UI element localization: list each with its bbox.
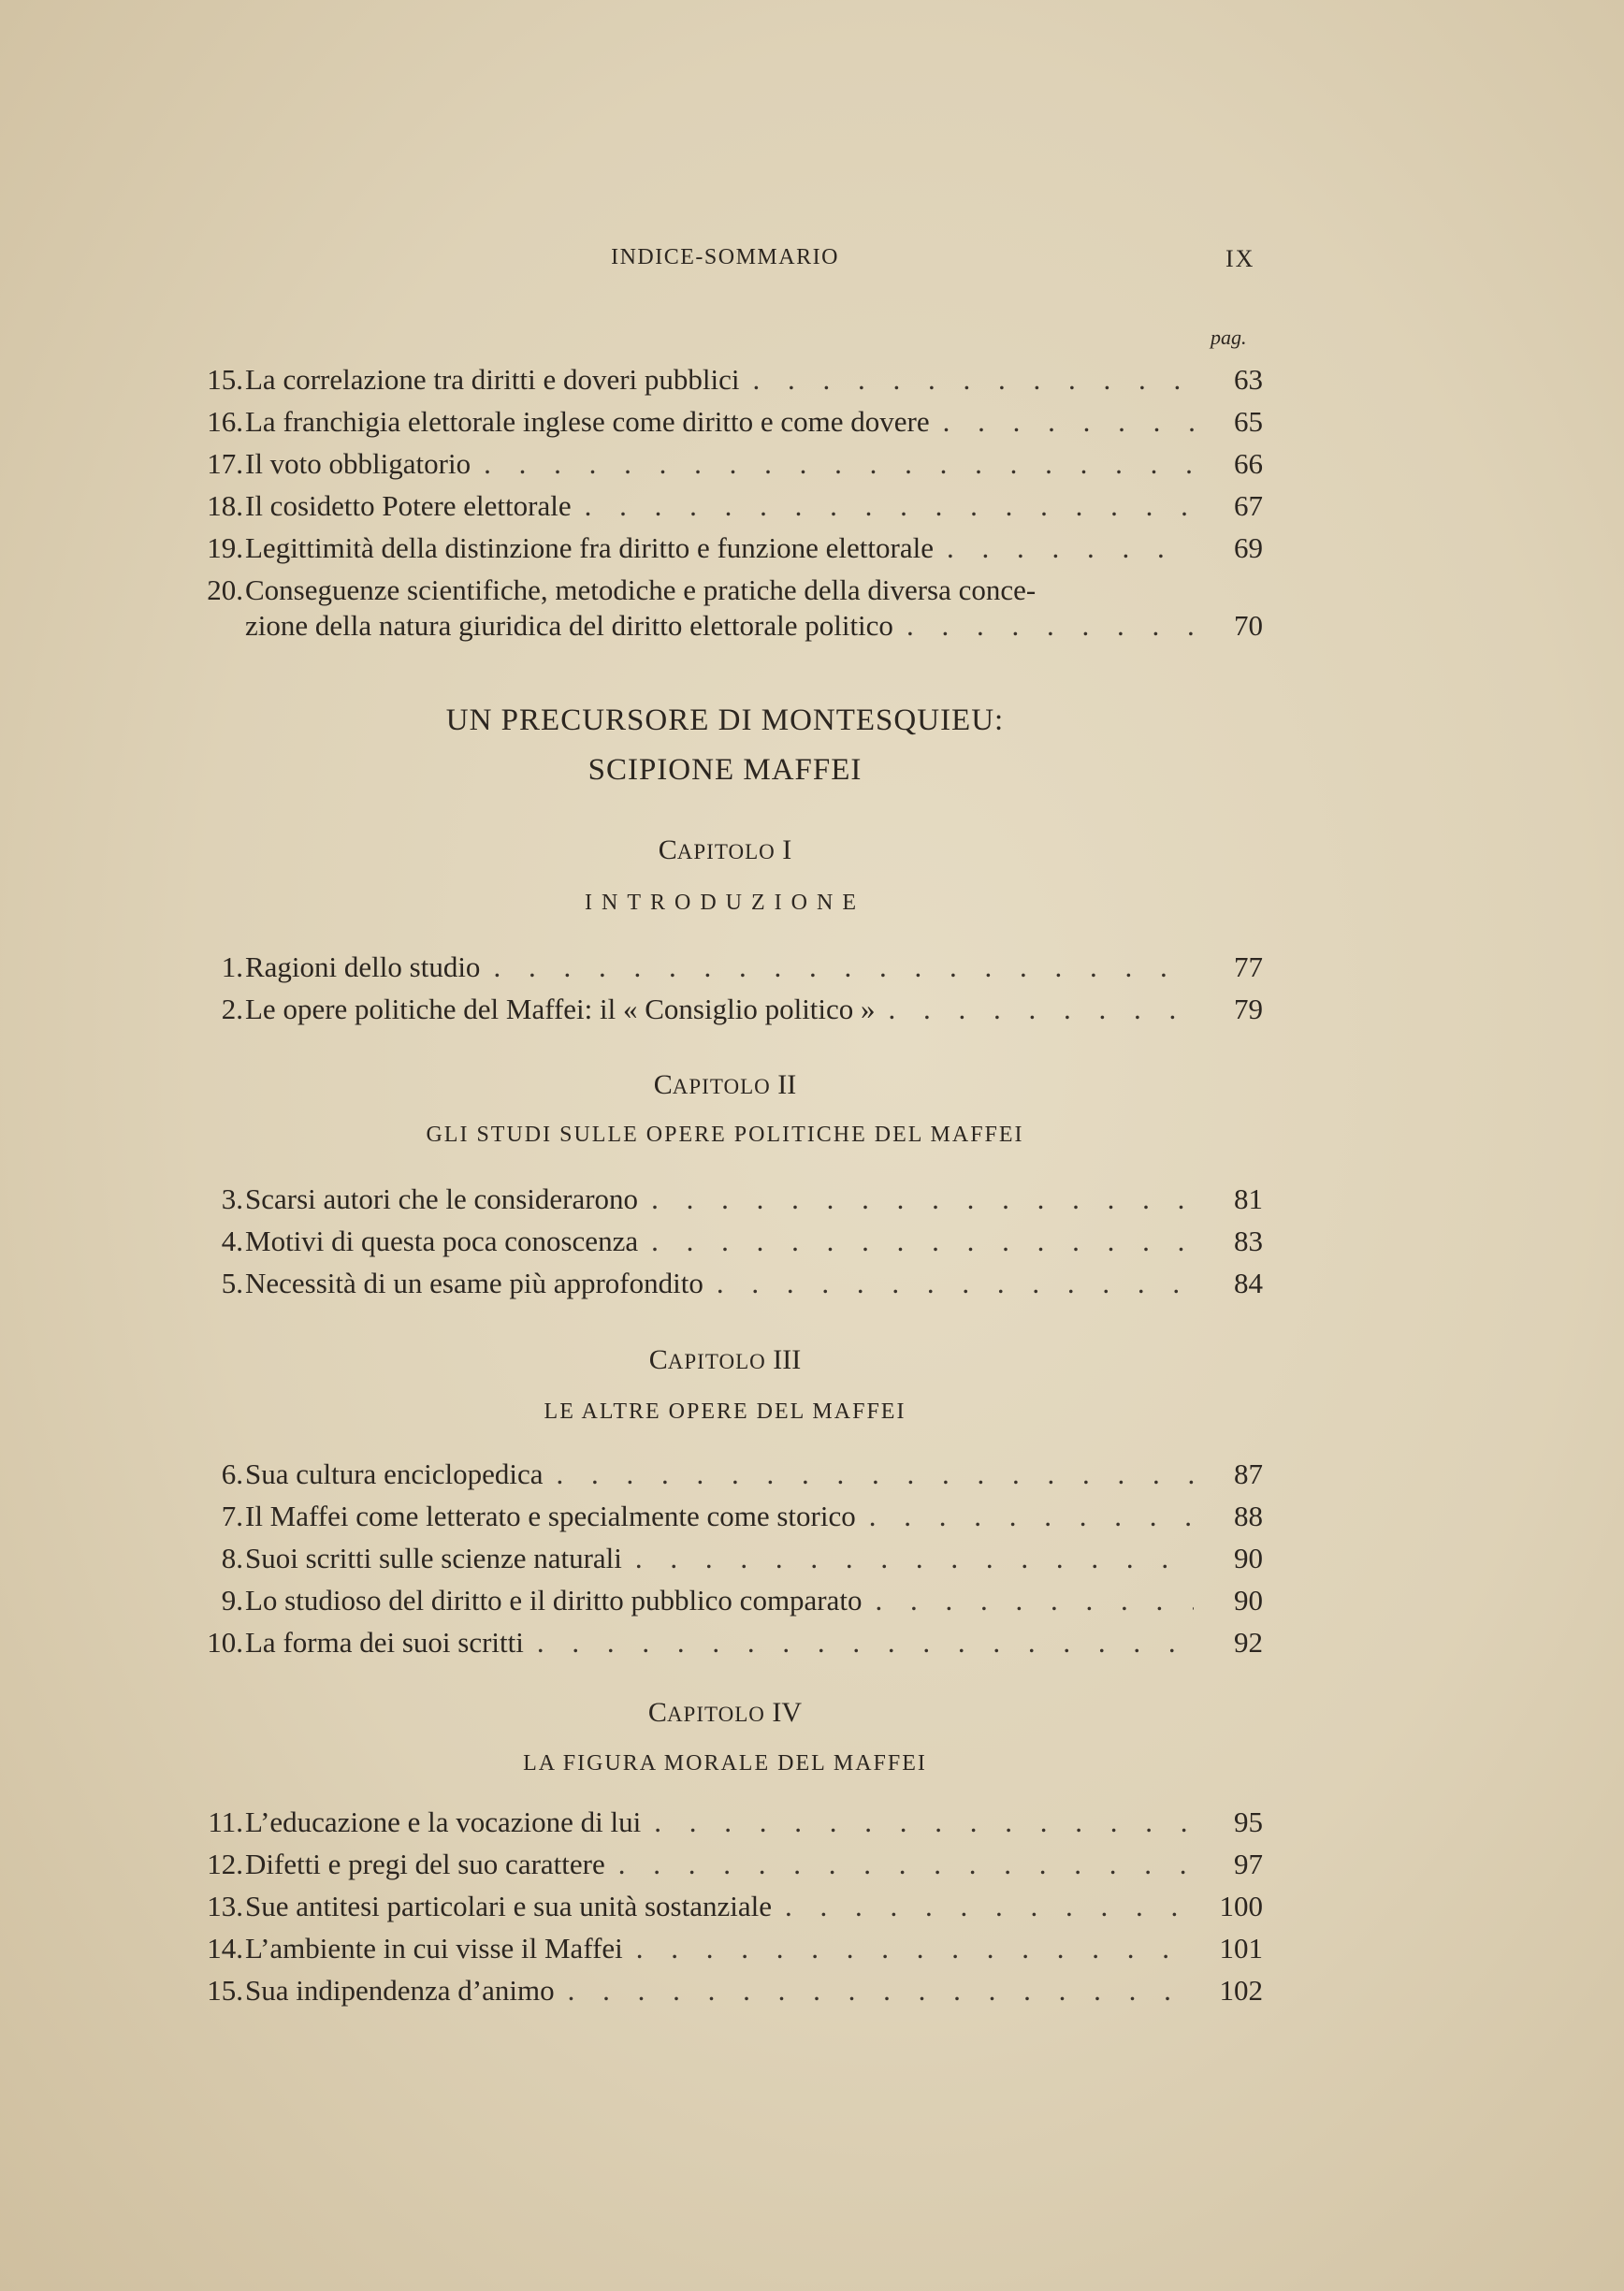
- entry-page: 95: [1234, 1805, 1263, 1838]
- page-folio: IX: [1225, 245, 1255, 272]
- chapter-subtitle: LE ALTRE OPERE DEL MAFFEI: [544, 1399, 906, 1424]
- entry-number: 3.: [221, 1182, 243, 1215]
- entry-page: 70: [1234, 609, 1263, 642]
- entry-number: 12.: [207, 1848, 243, 1880]
- entry-title: Legittimità della distinzione fra diritto e funzione elettorale: [245, 531, 934, 564]
- entry-page: 90: [1234, 1542, 1263, 1574]
- entry-title: Le opere politiche del Maffei: il « Consiglio politico »: [245, 993, 876, 1025]
- entry-number: 2.: [221, 993, 243, 1025]
- part-subtitle: SCIPIONE MAFFEI: [587, 753, 863, 787]
- entry-number: 5.: [221, 1267, 243, 1299]
- leader-dots: [537, 1626, 1194, 1660]
- entry-title: La forma dei suoi scritti: [245, 1626, 524, 1659]
- entry-title: Sue antitesi particolari e sua unità sostanziale: [245, 1890, 772, 1922]
- leader-dots: [651, 1225, 1194, 1258]
- entry-number: 6.: [221, 1457, 243, 1490]
- leader-dots: [876, 1584, 1194, 1617]
- entry-title: L’educazione e la vocazione di lui: [245, 1805, 642, 1838]
- entry-title: Necessità di un esame più approfondito: [245, 1267, 703, 1299]
- leader-dots: [785, 1890, 1194, 1923]
- entry-number: 19.: [207, 531, 243, 564]
- leader-dots: [753, 363, 1195, 397]
- leader-dots: [906, 609, 1194, 643]
- entry-number: 16.: [207, 405, 243, 438]
- chapter-subtitle: LA FIGURA MORALE DEL MAFFEI: [523, 1751, 927, 1776]
- entry-number: 18.: [207, 489, 243, 522]
- entry-title-line1: Conseguenze scientifiche, metodiche e pratiche della diversa conce-: [245, 573, 1037, 606]
- entry-page: 101: [1219, 1932, 1263, 1965]
- chapter-subtitle: GLI STUDI SULLE OPERE POLITICHE DEL MAFFEI: [426, 1123, 1024, 1147]
- entry-page: 87: [1234, 1457, 1263, 1490]
- entry-number: 11.: [208, 1805, 243, 1838]
- entry-page: 97: [1234, 1848, 1263, 1880]
- entry-number: 20.: [207, 573, 243, 606]
- entry-number: 1.: [221, 950, 243, 983]
- entry-title: Il Maffei come letterato e specialmente come storico: [245, 1500, 856, 1532]
- chapter-label-initial: C: [658, 834, 677, 865]
- leader-dots: [943, 405, 1194, 439]
- chapter-label-rest: APITOLO: [672, 1075, 771, 1098]
- leader-dots: [636, 1932, 1194, 1965]
- entry-page: 65: [1234, 405, 1263, 438]
- entry-title: Il cosidetto Potere elettorale: [245, 489, 572, 522]
- entry-page: 92: [1234, 1626, 1263, 1659]
- entry-page: 63: [1234, 363, 1263, 396]
- chapter-number: II: [777, 1069, 797, 1100]
- chapter-label-rest: APITOLO: [667, 1350, 766, 1373]
- chapter-label-initial: C: [653, 1069, 673, 1100]
- chapter-label-rest: APITOLO: [666, 1703, 765, 1726]
- chapter-heading: [468, 1344, 982, 1376]
- leader-dots: [556, 1457, 1194, 1491]
- entry-number: 14.: [207, 1932, 243, 1965]
- entry-title: Il voto obbligatorio: [245, 447, 471, 480]
- entry-title: Suoi scritti sulle scienze naturali: [245, 1542, 622, 1574]
- entry-page: 67: [1234, 489, 1263, 522]
- leader-dots: [484, 447, 1194, 481]
- entry-page: 66: [1234, 447, 1263, 480]
- entry-title: Sua cultura enciclopedica: [245, 1457, 544, 1490]
- leader-dots: [585, 489, 1194, 523]
- entry-number: 10.: [207, 1626, 243, 1659]
- chapter-heading: [468, 1697, 982, 1729]
- leader-dots: [889, 993, 1194, 1026]
- leader-dots: [651, 1182, 1194, 1216]
- entry-title: La franchigia elettorale inglese come diritto e come dovere: [245, 405, 930, 438]
- part-title: UN PRECURSORE DI MONTESQUIEU:: [445, 703, 1005, 737]
- chapter-subtitle: INTRODUZIONE: [585, 891, 865, 915]
- leader-dots: [618, 1848, 1194, 1881]
- entry-title: La correlazione tra diritti e doveri pubblici: [245, 363, 740, 396]
- chapter-label-initial: C: [648, 1344, 668, 1375]
- leader-dots: [493, 950, 1194, 984]
- chapter-number: III: [773, 1344, 802, 1375]
- entry-number: 7.: [221, 1500, 243, 1532]
- chapter-number: IV: [772, 1697, 803, 1728]
- pag-column-label: pag.: [1211, 326, 1247, 349]
- chapter-label-rest: APITOLO: [676, 840, 776, 863]
- chapter-heading: [468, 1069, 982, 1101]
- entry-page: 79: [1234, 993, 1263, 1025]
- entry-title: Motivi di questa poca conoscenza: [245, 1225, 639, 1257]
- leader-dots: [568, 1974, 1194, 2008]
- leader-dots: [654, 1805, 1194, 1839]
- chapter-heading: [468, 834, 982, 866]
- entry-title: Ragioni dello studio: [245, 950, 481, 983]
- leader-dots: [717, 1267, 1194, 1300]
- entry-number: 4.: [221, 1225, 243, 1257]
- entry-number: 17.: [207, 447, 243, 480]
- chapter-number: I: [782, 834, 792, 865]
- entry-page: 81: [1234, 1182, 1263, 1215]
- entry-title-line2: zione della natura giuridica del diritto elettorale politico: [245, 609, 893, 642]
- entry-title: Lo studioso del diritto e il diritto pubblico comparato: [245, 1584, 863, 1617]
- entry-page: 69: [1234, 531, 1263, 564]
- running-head: INDICE-SOMMARIO: [611, 245, 839, 269]
- entry-page: 100: [1219, 1890, 1263, 1922]
- entry-title: Sua indipendenza d’animo: [245, 1974, 555, 2007]
- entry-page: 88: [1234, 1500, 1263, 1532]
- entry-page: 102: [1219, 1974, 1263, 2007]
- entry-page: 83: [1234, 1225, 1263, 1257]
- chapter-label-initial: C: [647, 1697, 667, 1728]
- leader-dots: [635, 1542, 1194, 1575]
- entry-title: Scarsi autori che le considerarono: [245, 1182, 639, 1215]
- entry-number: 15.: [207, 363, 243, 396]
- entry-title: Difetti e pregi del suo carattere: [245, 1848, 605, 1880]
- entry-title: L’ambiente in cui visse il Maffei: [245, 1932, 623, 1965]
- entry-page: 84: [1234, 1267, 1263, 1299]
- entry-page: 90: [1234, 1584, 1263, 1617]
- leader-dots: [869, 1500, 1194, 1533]
- leader-dots: [947, 531, 1194, 565]
- entry-number: 15.: [207, 1974, 243, 2007]
- entry-number: 13.: [207, 1890, 243, 1922]
- entry-page: 77: [1234, 950, 1263, 983]
- entry-number: 9.: [221, 1584, 243, 1617]
- entry-number: 8.: [221, 1542, 243, 1574]
